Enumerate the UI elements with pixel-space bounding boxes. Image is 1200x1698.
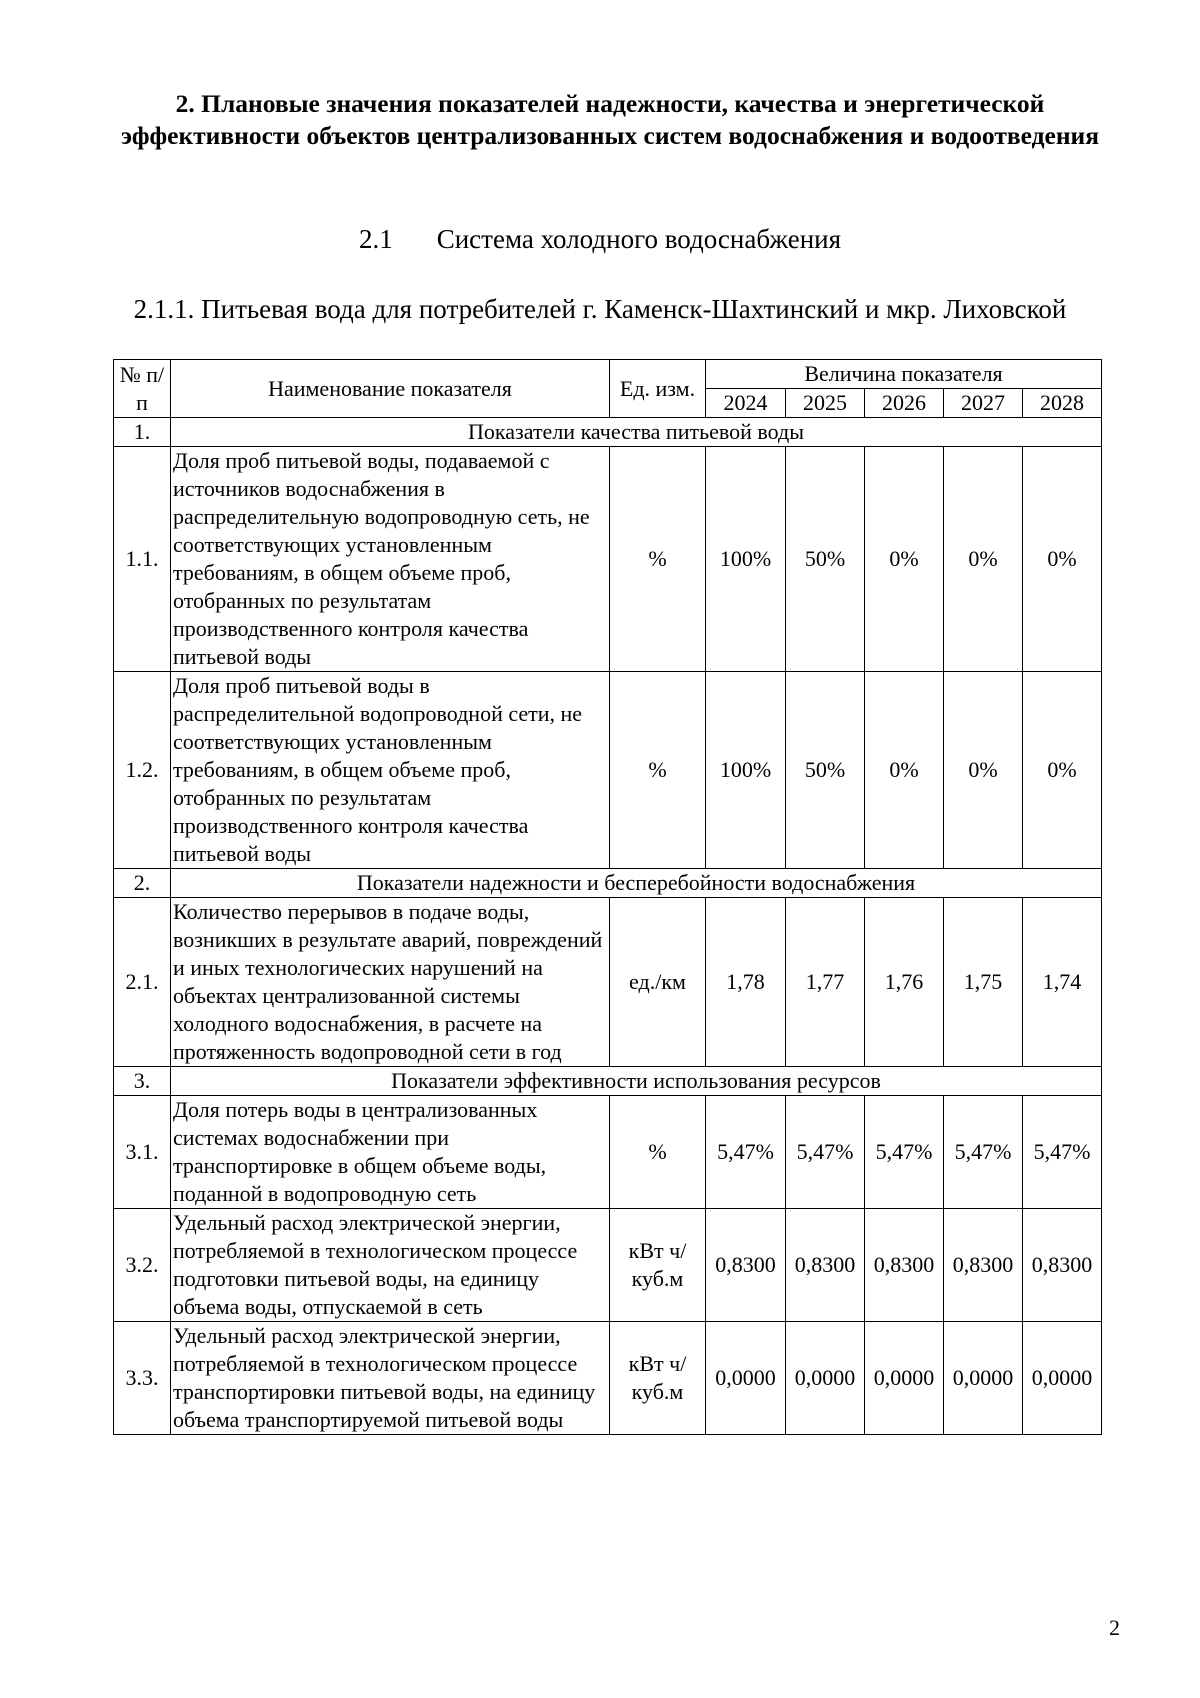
row-number: 2.1.	[114, 898, 171, 1067]
table-body	[114, 418, 1102, 1435]
indicator-value: 0,8300	[786, 1209, 865, 1322]
header-year: 2026	[865, 389, 944, 418]
indicator-value: 0%	[944, 672, 1023, 869]
indicator-value: 0,0000	[1023, 1322, 1102, 1435]
indicator-unit: кВт ч/куб.м	[610, 1209, 706, 1322]
indicator-value: 1,76	[865, 898, 944, 1067]
indicator-value: 0%	[865, 447, 944, 672]
row-number: 3.1.	[114, 1096, 171, 1209]
table-row	[114, 672, 1102, 869]
table-group-row	[114, 1067, 1102, 1096]
group-title: Показатели надежности и бесперебойности водоснабжения	[171, 869, 1102, 898]
row-number: 3.2.	[114, 1209, 171, 1322]
table-row	[114, 898, 1102, 1067]
header-year: 2028	[1023, 389, 1102, 418]
indicator-value: 0,8300	[944, 1209, 1023, 1322]
header-year: 2025	[786, 389, 865, 418]
page-title: 2. Плановые значения показателей надежности, качества и энергетической эффективности объектов централизованных систем водоснабжения и водоотведения	[120, 89, 1100, 150]
indicator-unit: ед./км	[610, 898, 706, 1067]
group-title: Показатели эффективности использования ресурсов	[171, 1067, 1102, 1096]
header-year: 2027	[944, 389, 1023, 418]
indicator-name: Доля проб питьевой воды, подаваемой с источников водоснабжения в распределительную водопроводную сеть, не соответствующих установленным требованиям, в общем объеме проб, отобранных по результатам производственного контроля качества питьевой воды	[171, 447, 610, 672]
indicator-value: 5,47%	[944, 1096, 1023, 1209]
indicator-value: 0%	[1023, 447, 1102, 672]
indicator-value: 0,0000	[865, 1322, 944, 1435]
table-row	[114, 447, 1102, 672]
subsection-heading: 2.1.1. Питьевая вода для потребителей г. Каменск-Шахтинский и мкр. Лиховской	[133, 294, 1067, 324]
group-title: Показатели качества питьевой воды	[171, 418, 1102, 447]
row-number: 1.	[114, 418, 171, 447]
indicators-table	[113, 359, 1102, 1435]
table-row	[114, 1322, 1102, 1435]
indicator-value: 5,47%	[1023, 1096, 1102, 1209]
indicator-value: 0,0000	[786, 1322, 865, 1435]
header-value-group: Величина показателя	[706, 360, 1102, 389]
indicator-value: 0,0000	[706, 1322, 786, 1435]
section-title: Система холодного водоснабжения	[436, 224, 842, 254]
indicator-name: Удельный расход электрической энергии, потребляемой в технологическом процессе подготовки питьевой воды, на единицу объема воды, отпускаемой в сеть	[171, 1209, 610, 1322]
indicator-unit: %	[610, 1096, 706, 1209]
table-group-row	[114, 869, 1102, 898]
indicator-value: 1,77	[786, 898, 865, 1067]
indicator-value: 0,8300	[706, 1209, 786, 1322]
indicator-unit: %	[610, 447, 706, 672]
indicator-value: 5,47%	[706, 1096, 786, 1209]
indicator-value: 0%	[865, 672, 944, 869]
header-unit: Ед. изм.	[610, 360, 706, 418]
indicator-name: Количество перерывов в подаче воды, возникших в результате аварий, повреждений и иных технологических нарушений на объектах централизованной системы холодного водоснабжения, в расчете на протяженность водопроводной сети в год	[171, 898, 610, 1067]
table-header	[114, 360, 1102, 418]
header-year: 2024	[706, 389, 786, 418]
table-row	[114, 1209, 1102, 1322]
table-group-row	[114, 418, 1102, 447]
row-number: 3.	[114, 1067, 171, 1096]
indicator-value: 100%	[706, 447, 786, 672]
indicator-value: 50%	[786, 672, 865, 869]
indicator-value: 50%	[786, 447, 865, 672]
indicator-value: 100%	[706, 672, 786, 869]
indicator-unit: %	[610, 672, 706, 869]
row-number: 1.1.	[114, 447, 171, 672]
indicator-value: 0,0000	[944, 1322, 1023, 1435]
indicator-name: Доля проб питьевой воды в распределительной водопроводной сети, не соответствующих установленным требованиям, в общем объеме проб, отобранных по результатам производственного контроля качества питьевой воды	[171, 672, 610, 869]
table-row	[114, 1096, 1102, 1209]
row-number: 3.3.	[114, 1322, 171, 1435]
indicator-value: 0%	[1023, 672, 1102, 869]
indicator-value: 1,74	[1023, 898, 1102, 1067]
section-number: 2.1	[358, 224, 393, 254]
indicator-value: 0%	[944, 447, 1023, 672]
indicator-value: 1,78	[706, 898, 786, 1067]
indicator-value: 0,8300	[865, 1209, 944, 1322]
indicator-value: 1,75	[944, 898, 1023, 1067]
indicator-name: Удельный расход электрической энергии, потребляемой в технологическом процессе транспортировки питьевой воды, на единицу объема транспортируемой питьевой воды	[171, 1322, 610, 1435]
header-num: № п/п	[114, 360, 171, 418]
indicator-name: Доля потерь воды в централизованных системах водоснабжении при транспортировке в общем объеме воды, поданной в водопроводную сеть	[171, 1096, 610, 1209]
indicator-value: 5,47%	[786, 1096, 865, 1209]
indicator-value: 0,8300	[1023, 1209, 1102, 1322]
row-number: 2.	[114, 869, 171, 898]
indicator-unit: кВт ч/куб.м	[610, 1322, 706, 1435]
section-heading	[0, 222, 1200, 256]
header-name: Наименование показателя	[171, 360, 610, 418]
page-number: 2	[1109, 1615, 1120, 1640]
indicator-value: 5,47%	[865, 1096, 944, 1209]
row-number: 1.2.	[114, 672, 171, 869]
